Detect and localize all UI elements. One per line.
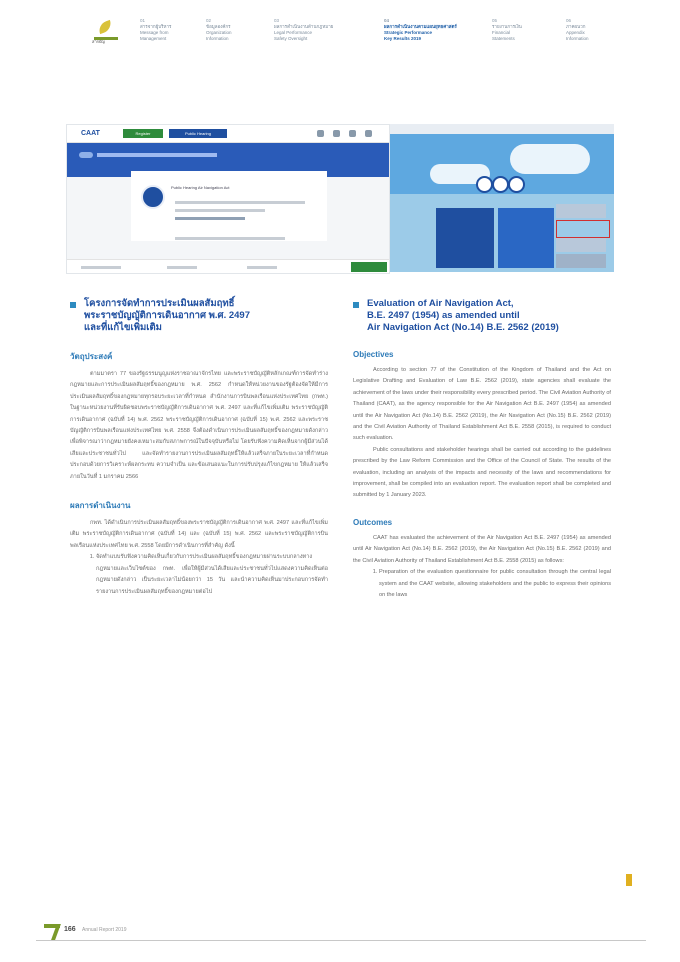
public-hearing-button: Public Hearing: [169, 129, 227, 138]
thai-outcomes-list: [70, 552, 328, 598]
thai-outcomes-text: กพท. ได้ดำเนินการประเมินผลสัมฤทธิ์ของพระราชบัญญัติการเดินอากาศ พ.ศ. 2497 และที่แก้ไขเพิ่มเติม พระราชบัญญัติการเดินอากาศ (ฉบับที่ 14) และ (ฉบับที่ 15) พ.ศ. 2562 และพระราชบัญญัติการบินพลเรือนแห่งประเทศไทย พ.ศ. 2558 โดยมีการดำเนินการที่สำคัญ ดังนี้: [70, 520, 328, 549]
english-outcomes-heading: Outcomes: [353, 517, 393, 527]
english-heading: Evaluation of Air Navigation Act, B.E. 2497 (1954) as amended until Air Navigation Act (No.14) B.E. 2562 (2019): [367, 298, 559, 333]
top-navigation: [88, 14, 628, 48]
website-screenshot: [66, 124, 390, 274]
list-item: 1. จัดทำแบบรับฟังความคิดเห็นเกี่ยวกับการประเมินผลสัมฤทธิ์ของกฎหมายผ่านระบบกลางทางกฎหมายและเว็บไซต์ของ กพท. เพื่อให้ผู้มีส่วนได้เสียและประชาชนทั่วไปแสดงความคิดเห็นต่อกฎหมายดังกล่าว เป็นระยะเวลาไม่น้อยกว่า 15 วัน และนำความคิดเห็นมาประกอบการจัดทำรายงานการประเมินผลสัมฤทธิ์ของกฎหมายต่อไป: [96, 552, 328, 598]
thai-objectives-heading: วัตถุประสงค์: [70, 352, 113, 361]
nav-item-02[interactable]: 02 ข้อมูลองค์กร Organization Information: [206, 18, 232, 41]
highlight-box: [556, 220, 610, 238]
nav-item-03[interactable]: 03 ผลการดำเนินงานด้านกฎหมาย Legal Performance Safety Oversight: [274, 18, 334, 41]
register-button: Register: [123, 129, 163, 138]
caat-homepage-screenshot: [390, 124, 614, 272]
section-tab: [626, 874, 632, 886]
browser-toolbar: [67, 125, 389, 143]
user-icon: [333, 130, 340, 137]
english-outcomes-text: CAAT has evaluated the achievement of the Air Navigation Act B.E. 2497 (1954) as amended until Air Navigation Act (No.14) B.E. 2562 (2019), the Air Navigation Act (No.15) B.E. 2562 (2019) and the Civil Aviation Authority of Thailand Establishment Act B.E. 2558 (2015) as follows:: [353, 534, 611, 564]
english-objectives-heading: Objectives: [353, 350, 394, 359]
page-mark-icon: [44, 924, 60, 940]
english-objectives-text-2: Public consultations and stakeholder hearings shall be carried out according to the guidelines prescribed by the Law Reform Commission and the Office of the Council of State. The results of the evaluation, including an analysis of the impacts and necessity of the laws and recommendations for improvement, shall be compiled into an evaluation report. The evaluation report shall be completed and submitted by 1 January 2023.: [353, 446, 611, 499]
avatar: [141, 185, 165, 209]
bell-icon: [349, 130, 356, 137]
screenshot-footer: [67, 259, 389, 274]
nav-item-01[interactable]: 01 สารจากผู้บริหาร Message from Management: [140, 18, 172, 41]
list-item: 1. Preparation of the evaluation questionnaire for public consultation through the central legal system and the CAAT website, allowing stakeholders and the public to express their opinions on the laws: [379, 567, 611, 601]
thai-heading: โครงการจัดทำการประเมินผลสัมฤทธิ์ พระราชบัญญัติการเดินอากาศ พ.ศ. 2497 และที่แก้ไขเพิ่มเติม: [84, 298, 250, 333]
menu-icon: [365, 130, 372, 137]
nav-item-06[interactable]: 06 ภาคผนวก Appendix Information: [566, 18, 589, 41]
nav-item-05[interactable]: 05 รายงานการเงิน Financial Statements: [492, 18, 522, 41]
nav-item-04[interactable]: 04 ผลการดำเนินงานตามแผนยุทธศาสตร์ Strategic Performance Key Results 2019: [384, 18, 457, 41]
report-title: Annual Report 2019: [82, 927, 127, 933]
english-column: [353, 298, 611, 601]
site-logo: CAAT: [81, 130, 100, 137]
footer-divider: [36, 940, 646, 941]
logo-caption: สารบัญ: [92, 39, 105, 44]
search-icon: [317, 130, 324, 137]
page-number: 166: [64, 926, 76, 933]
thai-objectives-text: ตามมาตรา 77 ของรัฐธรรมนูญแห่งราชอาณาจักรไทย และพระราชบัญญัติหลักเกณฑ์การจัดทำร่างกฎหมายและการประเมินผลสัมฤทธิ์ของกฎหมาย พ.ศ. 2562 กำหนดให้หน่วยงานของรัฐต้องจัดให้มีการประเมินผลสัมฤทธิ์ของกฎหมายทุกรอบระยะเวลาที่กำหนด สำนักงานการบินพลเรือนแห่งประเทศไทย (กพท.) ในฐานะหน่วยงานที่รับผิดชอบพระราชบัญญัติการเดินอากาศ พ.ศ. 2497 และที่แก้ไขเพิ่มเติม พระราชบัญญัติการเดินอากาศ (ฉบับที่ 14) พ.ศ. 2562 พระราชบัญญัติการเดินอากาศ (ฉบับที่ 15) พ.ศ. 2562 และพระราชบัญญัติการบินพลเรือนแห่งประเทศไทย พ.ศ. 2558 จึงต้องดำเนินการประเมินผลสัมฤทธิ์ของกฎหมายดังกล่าว เพื่อพิจารณาว่ากฎหมายยังคงเหมาะสมกับสภาพการณ์ในปัจจุบันหรือไม่ โดยรับฟังความคิดเห็นจากผู้มีส่วนได้เสียและประชาชนทั่วไป และจัดทำรายงานการประเมินผลสัมฤทธิ์ให้แล้วเสร็จภายในระยะเวลาที่กำหนด ประกอบด้วยการวิเคราะห์ผลกระทบ ความจำเป็น และข้อเสนอแนะในการปรับปรุงแก้ไขกฎหมาย ให้แล้วเสร็จภายในวันที่ 1 มกราคม 2566: [70, 371, 328, 480]
thai-outcomes-heading: ผลการดำเนินงาน: [70, 501, 131, 511]
card-title: Public Hearing Air Navigation Act: [171, 185, 230, 190]
thai-column: [70, 298, 328, 598]
english-outcomes-list: [353, 567, 611, 601]
heading-bullet: [70, 302, 76, 308]
heading-bullet: [353, 302, 359, 308]
english-objectives-text: According to section 77 of the Constitution of the Kingdom of Thailand and the Act on Legislative Drafting and Evaluation of Law B.E. 2562 (2019), state agencies shall evaluate the achievement of the laws under their responsibility every prescribed period. The Civil Aviation Authority of Thailand (CAAT), as the agency responsible for the Air Navigation Act B.E. 2497 (1954) as amended until the Air Navigation Act (No.14) B.E. 2562 (2019), the Air Navigation Act (No.15) B.E. 2562 (2019) and the Civil Aviation Authority of Thailand Establishment Act B.E. 2558 (2015), is required to conduct such evaluation.: [353, 367, 611, 442]
